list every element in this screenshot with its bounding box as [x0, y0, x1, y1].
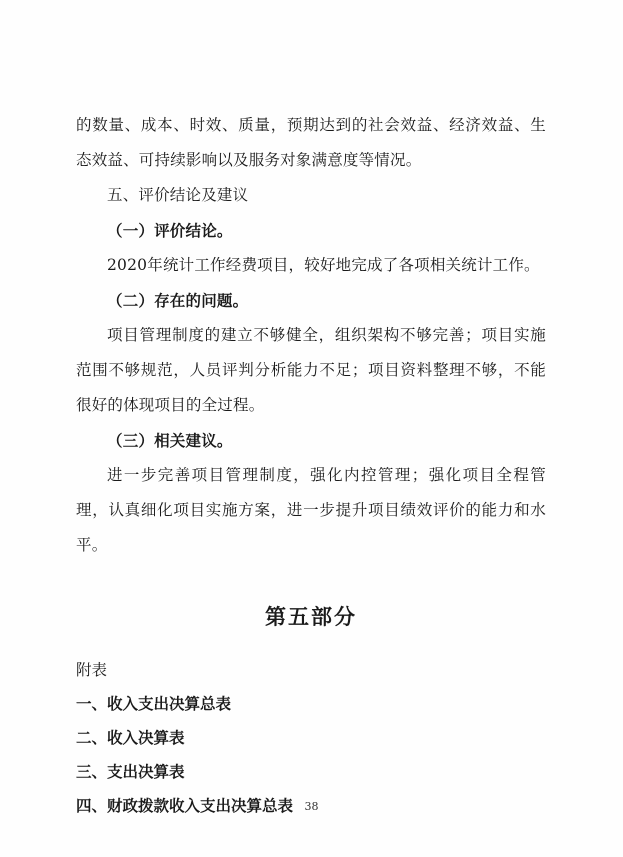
attachment-item-4: 四、财政拨款收入支出决算总表 [76, 796, 294, 815]
paragraph-existing-problems: 项目管理制度的建立不够健全，组织架构不够完善；项目实施范围不够规范，人员评判分析能力不足；项目资料整理不够，不能很好的体现项目的全过程。 [76, 326, 546, 414]
paragraph-related-suggestions: 进一步完善项目管理制度，强化内控管理；强化项目全程管理，认真细化项目实施方案，进一步提升项目绩效评价的能力和水平。 [76, 466, 546, 554]
heading-evaluation-conclusion: （一）评价结论。 [107, 221, 233, 240]
attachment-item-3: 三、支出决算表 [76, 762, 185, 781]
paragraph-quantity-cost: 的数量、成本、时效、质量，预期达到的社会效益、经济效益、生态效益、可持续影响以及服务对象满意度等情况。 [76, 116, 546, 169]
heading-existing-problems: （二）存在的问题。 [107, 291, 249, 310]
attachment-list-label: 附表 [76, 661, 108, 679]
paragraph-evaluation-conclusion: 2020年统计工作经费项目，较好地完成了各项相关统计工作。 [107, 256, 540, 274]
document-body [76, 108, 546, 823]
part-five-title: 第五部分 [265, 604, 357, 629]
heading-section-five: 五、评价结论及建议 [107, 186, 249, 204]
page-number: 38 [304, 800, 319, 813]
attachment-item-2: 二、收入决算表 [76, 728, 185, 747]
heading-related-suggestions: （三）相关建议。 [107, 431, 233, 450]
attachment-item-1: 一、收入支出决算总表 [76, 694, 232, 713]
